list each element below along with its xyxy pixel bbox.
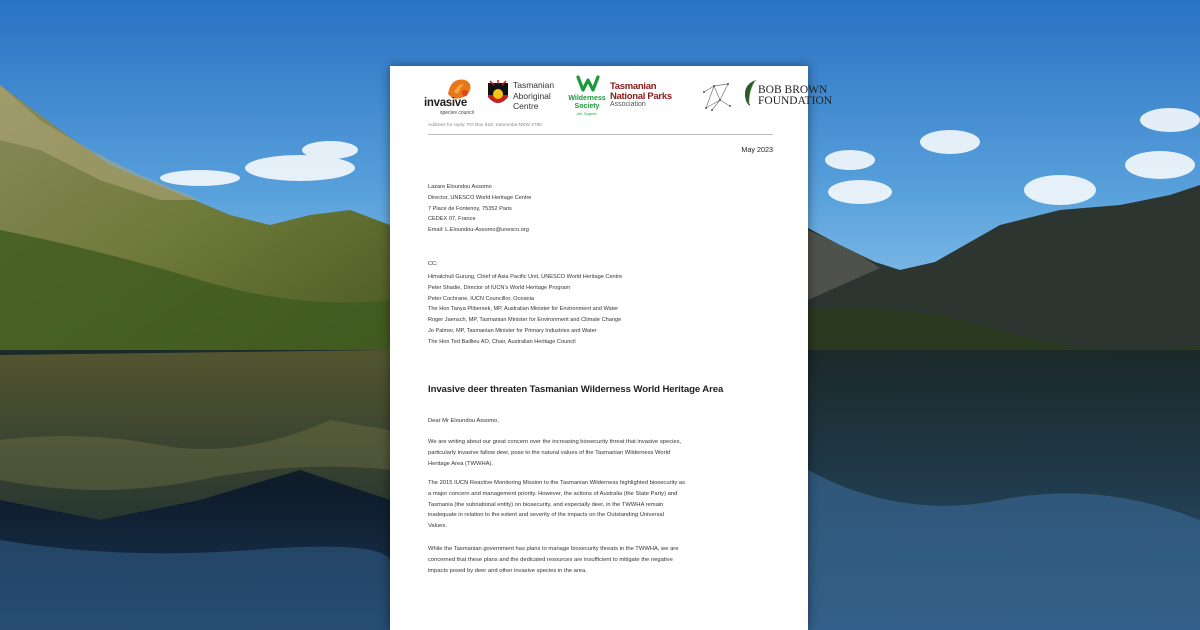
cc-item: Himalchuli Gurung, Chief of Asia Pacific Unit, UNESCO World Heritage Centre bbox=[428, 274, 623, 280]
tnpa-line-2: National Parks bbox=[610, 91, 672, 102]
aboriginal-flag-icon bbox=[486, 79, 510, 109]
body-paragraph-1 bbox=[428, 437, 778, 469]
bbf-line-2: FOUNDATION bbox=[758, 95, 833, 107]
paragraph-line: Heritage Area (TWWHA). bbox=[428, 460, 494, 467]
leaf-icon bbox=[742, 78, 758, 108]
body-paragraph-3 bbox=[428, 544, 778, 576]
paragraph-line: impacts posed by deer and other invasive species in the area. bbox=[428, 567, 587, 574]
paragraph-line: a major concern and management priority. However, the actions of Australia (the State Party) and bbox=[428, 490, 678, 497]
cc-list bbox=[428, 272, 622, 348]
paragraph-line: We are writing about our great concern over the increasing biosecurity threat that invasive species, bbox=[428, 439, 682, 445]
tac-line-2: Aboriginal bbox=[513, 90, 551, 101]
paragraph-line: concerned that these plans and the dedicated resources are insufficient to mitigate the negative bbox=[428, 556, 673, 563]
tasmanian-aboriginal-centre-logo bbox=[486, 74, 568, 122]
cc-label: CC: bbox=[428, 261, 438, 267]
invasive-species-council-logo bbox=[424, 74, 486, 122]
invasive-wordmark: invasive bbox=[424, 97, 467, 109]
letter-date: May 2023 bbox=[741, 145, 773, 154]
header-divider bbox=[428, 134, 773, 135]
species-council-wordmark: species council bbox=[440, 110, 474, 116]
cc-item: Peter Shadie, Director of IUCN's World Heritage Program bbox=[428, 284, 571, 291]
paragraph-line: The 2015 IUCN Reactive Monitoring Mission to the Tasmanian Wilderness highlighted biosecurity as bbox=[428, 480, 686, 486]
recipient-line: 7 Place de Fontenoy, 75352 Paris bbox=[428, 205, 512, 212]
tnpa-line-1: Tasmanian bbox=[610, 81, 657, 92]
constellation-logo bbox=[702, 80, 732, 128]
wilderness-tagline: Life. Support. bbox=[576, 112, 598, 116]
letter-document bbox=[390, 66, 833, 630]
recipient-email: Email: L.Eloundou-Assomo@unesco.org bbox=[428, 227, 529, 234]
partner-logos bbox=[424, 74, 833, 122]
paragraph-line: inadequate in relation to the extent and severity of the impacts on the Outstanding Universal bbox=[428, 512, 664, 519]
w-mark-icon bbox=[577, 74, 599, 92]
paragraph-line: While the Tasmanian government has plans to manage biosecurity threats in the TWWHA, we are bbox=[428, 546, 679, 552]
wilderness-society-logo bbox=[565, 74, 611, 122]
bbf-line-1: BOB BROWN bbox=[758, 84, 828, 96]
cc-item: Roger Jaensch, MP, Tasmanian Minister for Environment and Climate Change bbox=[428, 317, 622, 324]
tac-line-3: Centre bbox=[513, 101, 539, 111]
recipient-line: CEDEX 07, France bbox=[428, 216, 476, 223]
constellation-icon bbox=[702, 80, 732, 112]
tac-line-1: Tasmanian bbox=[513, 80, 555, 90]
letter-subject: Invasive deer threaten Tasmanian Wilderness World Heritage Area bbox=[428, 384, 724, 395]
recipient-line: Director, UNESCO World Heritage Centre bbox=[428, 194, 532, 201]
cc-item: Jo Palmer, MP, Tasmanian Minister for Primary Industries and Water bbox=[428, 327, 597, 334]
cc-item: Peter Cochrane, IUCN Councillor, Oceania bbox=[428, 295, 535, 302]
recipient-line: Lazare Eloundou Assomo bbox=[428, 184, 492, 190]
paragraph-line: Values. bbox=[428, 523, 447, 530]
paragraph-line: particularly invasive fallow deer, pose to the natural values of the Tasmanian Wilderness World bbox=[428, 449, 671, 456]
cc-item: The Hon Tanya Plibersek, MP, Australian Minister for Environment and Water bbox=[428, 306, 619, 313]
body-paragraph-2 bbox=[428, 478, 778, 532]
paragraph-line: Tasmania (the subnational entity) on biosecurity, and especially deer, in the TWWHA remain bbox=[428, 501, 664, 508]
cc-item: The Hon Ted Baillieu AO, Chair, Australian Heritage Council bbox=[428, 338, 576, 345]
salutation: Dear Mr Eloundou Assomo, bbox=[428, 418, 499, 424]
wilderness-line-1: Wilderness bbox=[568, 95, 606, 102]
tnpa-association: Association bbox=[610, 101, 646, 108]
bob-brown-foundation-logo bbox=[742, 74, 834, 122]
recipient-block bbox=[428, 182, 531, 236]
reply-address: Address for reply: PO Box 818, Katoomba NSW 2780 bbox=[428, 123, 542, 128]
tasmanian-national-parks-association-logo bbox=[610, 74, 672, 122]
wilderness-line-2: Society bbox=[574, 102, 600, 110]
